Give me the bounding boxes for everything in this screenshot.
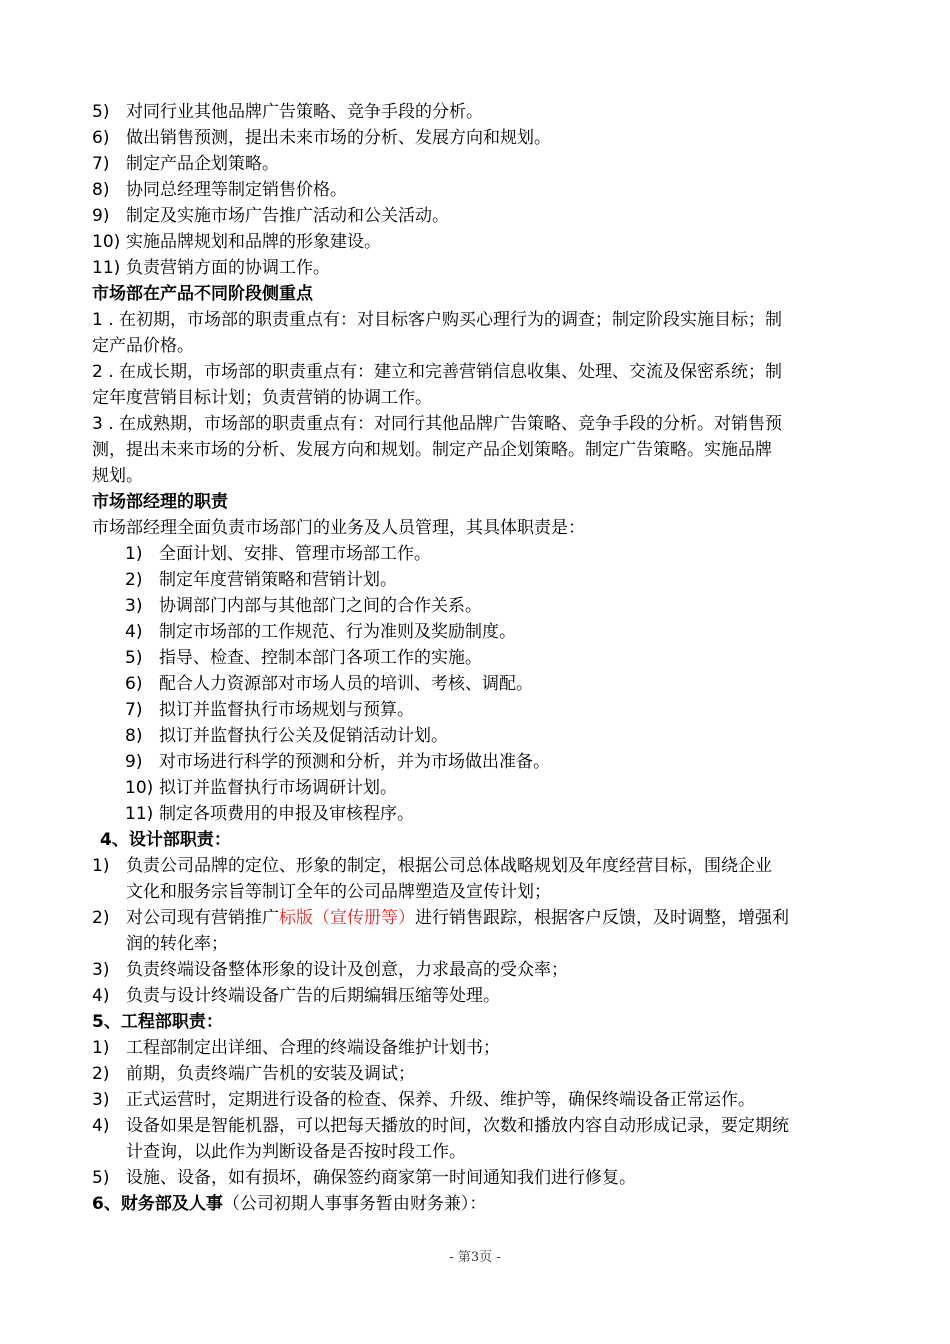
list-item: 7) 拟订并监督执行市场规划与预算。 [125,700,414,720]
list-item-continuation: 文化和服务宗旨等制订全年的公司品牌塑造及宣传计划； [126,882,551,902]
paragraph-line: 1 . 在初期，市场部的职责重点有：对目标客户购买心理行为的调查；制定阶段实施目标；制 [92,310,783,330]
section-heading-stages: 市场部在产品不同阶段侧重点 [92,284,313,304]
list-item-continuation: 润的转化率； [126,934,228,954]
list-item: 9) 制定及实施市场广告推广活动和公关活动。 [92,206,449,226]
list-item: 1) 全面计划、安排、管理市场部工作。 [125,544,431,564]
list-item: 2) 前期，负责终端广告机的安装及调试； [92,1064,415,1084]
list-item-continuation: 计查询，以此作为判断设备是否按时段工作。 [126,1142,466,1162]
list-item: 2) 制定年度营销策略和营销计划。 [125,570,397,590]
list-item: 4) 设备如果是智能机器，可以把每天播放的时间，次数和播放内容自动形成记录，要定期统 [92,1116,789,1136]
list-item: 6) 配合人力资源部对市场人员的培训、考核、调配。 [125,674,533,694]
list-item: 3) 负责终端设备整体形象的设计及创意，力求最高的受众率； [92,960,568,980]
list-item: 10) 拟订并监督执行市场调研计划。 [125,778,397,798]
paragraph-line: 测，提出未来市场的分析、发展方向和规划。制定产品企划策略。制定广告策略。实施品牌 [92,440,772,460]
list-item: 10) 实施品牌规划和品牌的形象建设。 [92,232,381,252]
list-item: 3) 正式运营时，定期进行设备的检查、保养、升级、维护等，确保终端设备正常运作。 [92,1090,755,1110]
list-item: 5) 设施、设备，如有损坏，确保签约商家第一时间通知我们进行修复。 [92,1168,636,1188]
list-item: 8) 拟订并监督执行公关及促销活动计划。 [125,726,448,746]
list-item: 8) 协同总经理等制定销售价格。 [92,180,347,200]
section-heading-engineering: 5、工程部职责： [92,1012,223,1032]
section-heading-manager: 市场部经理的职责 [92,492,228,512]
list-item: 5) 指导、检查、控制本部门各项工作的实施。 [125,648,482,668]
list-item: 1) 工程部制定出详细、合理的终端设备维护计划书； [92,1038,500,1058]
list-item: 11) 制定各项费用的申报及审核程序。 [125,804,414,824]
section-heading-finance: 6、财务部及人事（公司初期人事事务暂由财务兼）： [92,1194,487,1214]
page-number: - 第3页 - [449,1250,501,1265]
paragraph-line: 2 . 在成长期，市场部的职责重点有：建立和完善营销信息收集、处理、交流及保密系统；制 [92,362,783,382]
list-item: 4) 制定市场部的工作规范、行为准则及奖励制度。 [125,622,516,642]
list-item: 4) 负责与设计终端设备广告的后期编辑压缩等处理。 [92,986,500,1006]
manager-intro: 市场部经理全面负责市场部门的业务及人员管理，其具体职责是： [92,518,585,538]
list-item: 6) 做出销售预测，提出未来市场的分析、发展方向和规划。 [92,128,551,148]
paragraph-line: 规划。 [92,466,143,486]
list-item: 2) 对公司现有营销推广标版（宣传册等）进行销售跟踪，根据客户反馈，及时调整，增强利 [92,908,789,928]
paragraph-line: 定产品价格。 [92,336,194,356]
list-item: 1) 负责公司品牌的定位、形象的制定，根据公司总体战略规划及年度经营目标，围绕企业 [92,856,772,876]
highlight-text: 标版（宣传册等） [279,908,415,928]
list-item: 9) 对市场进行科学的预测和分析，并为市场做出准备。 [125,752,550,772]
paragraph-line: 3 . 在成熟期，市场部的职责重点有：对同行其他品牌广告策略、竞争手段的分析。对销售预 [92,414,783,434]
section-heading-design: 4、设计部职责： [100,830,231,850]
list-item: 5) 对同行业其他品牌广告策略、竞争手段的分析。 [92,102,483,122]
list-item: 7) 制定产品企划策略。 [92,154,279,174]
paragraph-line: 定年度营销目标计划；负责营销的协调工作。 [92,388,432,408]
list-item: 11) 负责营销方面的协调工作。 [92,258,330,278]
list-item: 3) 协调部门内部与其他部门之间的合作关系。 [125,596,482,616]
